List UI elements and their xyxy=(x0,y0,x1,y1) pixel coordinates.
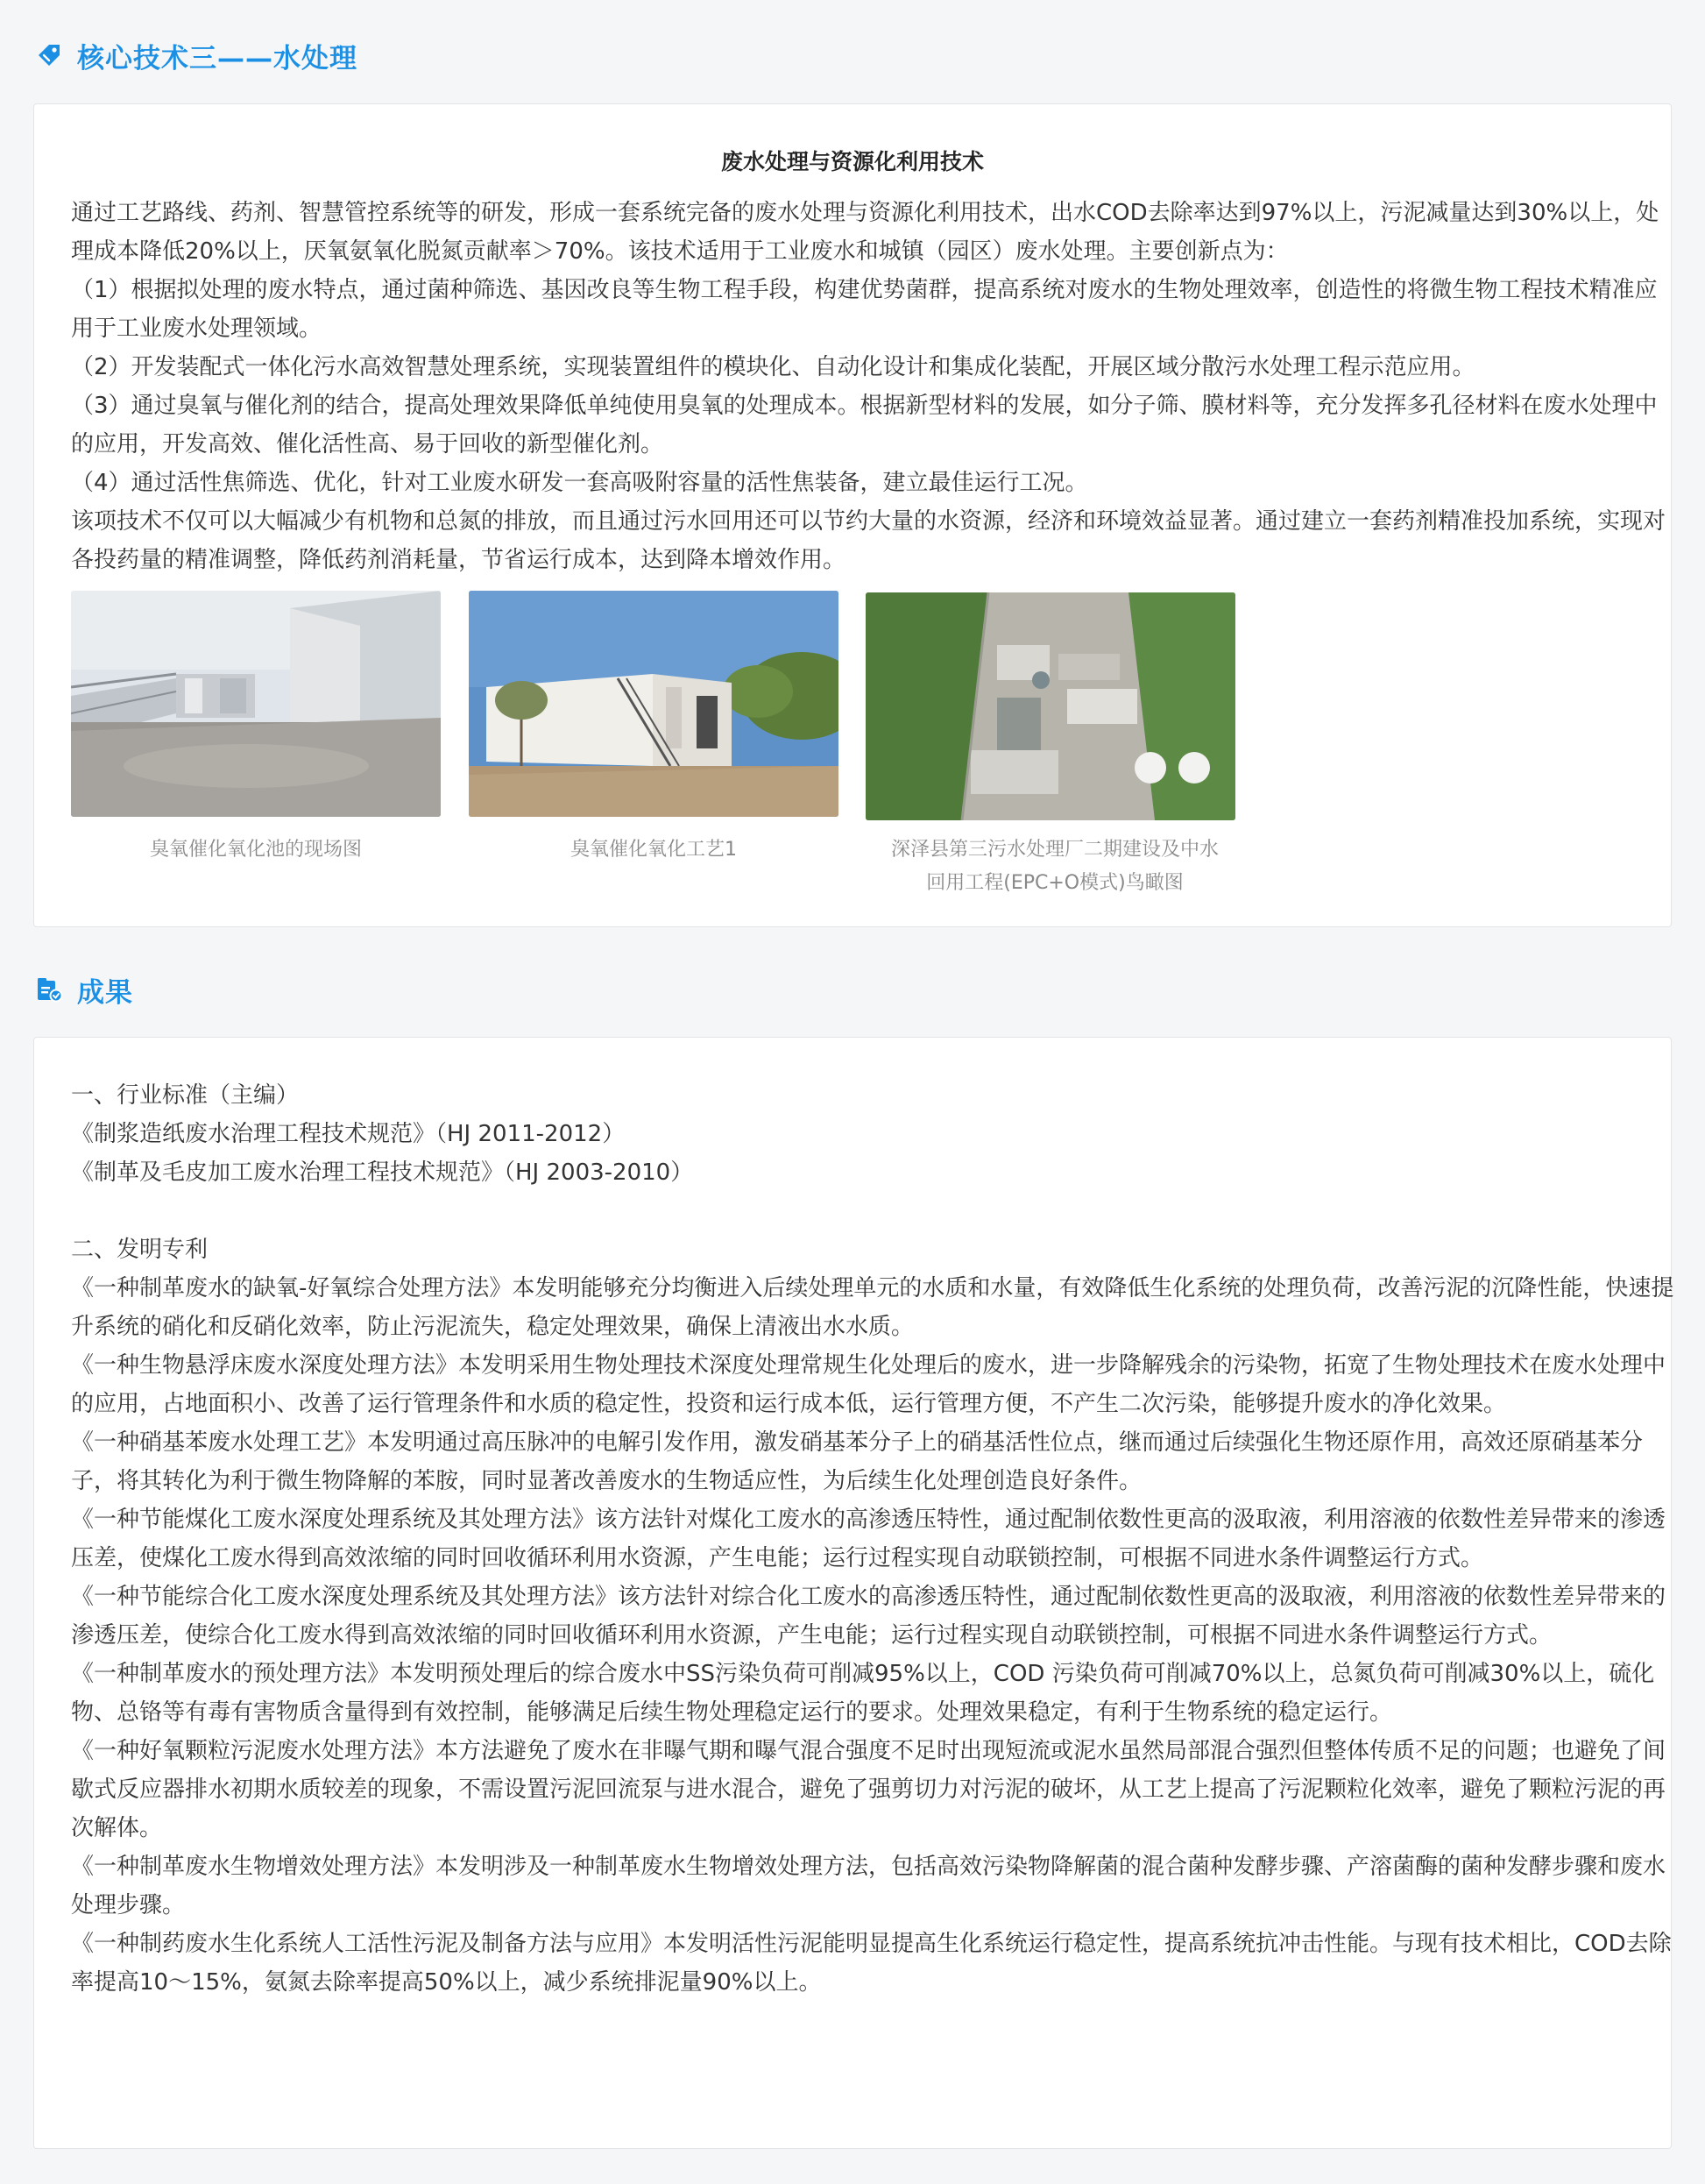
section-title-results xyxy=(33,968,133,1011)
standard-item: 《制浆造纸废水治理工程技术规范》（HJ 2011-2012） xyxy=(71,1121,626,1147)
photo-caption-line: 回用工程(EPC+O模式)鸟瞰图 xyxy=(926,872,1184,894)
results-content xyxy=(71,1076,1674,2002)
patent-item: 《一种节能综合化工废水深度处理系统及其处理方法》该方法针对综合化工废水的高渗透压特性，通过配制依数性更高的汲取液，利用溶液的依数性差异带来的渗透压差，使综合化工废水得到高效浓缩的同时回收循环利用水资源，产生电能；运行过程实现自动联锁控制，可根据不同进水条件调整运行方式。 xyxy=(71,1584,1666,1649)
results-card xyxy=(33,1037,1672,2149)
photo-plant-aerial-view[interactable] xyxy=(866,592,1235,820)
patent-item: 《一种制革废水生物增效处理方法》本发明涉及一种制革废水生物增效处理方法，包括高效污染物降解菌的混合菌种发酵步骤、产溶菌酶的菌种发酵步骤和废水处理步骤。 xyxy=(71,1854,1666,1918)
standard-item: 《制革及毛皮加工废水治理工程技术规范》（HJ 2003-2010） xyxy=(71,1159,694,1186)
document-badge-icon xyxy=(33,974,65,1005)
patent-item: 《一种硝基苯废水处理工艺》本发明通过高压脉冲的电解引发作用，激发硝基苯分子上的硝基活性位点，继而通过后续强化生物还原作用，高效还原硝基苯分子，将其转化为利于微生物降解的苯胺，同时显著改善废水的生物适应性，为后续生化处理创造良好条件。 xyxy=(71,1429,1644,1494)
patent-item: 《一种制药废水生化系统人工活性污泥及制备方法与应用》本发明活性污泥能明显提高生化系统运行稳定性，提高系统抗冲击性能。与现有技术相比，COD去除率提高10～15%，氨氮去除率提高50%以上，减少系统排泥量90%以上。 xyxy=(71,1931,1672,1996)
tech-paragraph: 通过工艺路线、药剂、智慧管控系统等的研发，形成一套系统完备的废水处理与资源化利用技术，出水COD去除率达到97%以上，污泥减量达到30%以上，处理成本降低20%以上，厌氧氨氧化脱氮贡献率＞70%。该技术适用于工业废水和城镇（园区）废水处理。主要创新点为： xyxy=(71,200,1659,265)
patents-heading: 二、发明专利 xyxy=(71,1237,209,1263)
tech-paragraph: 该项技术不仅可以大幅减少有机物和总氮的排放，而且通过污水回用还可以节约大量的水资源，经济和环境效益显著。通过建立一套药剂精准投加系统，实现对各投药量的精准调整，降低药剂消耗量，节省运行成本，达到降本增效作用。 xyxy=(71,508,1666,573)
tech-paragraph: （4）通过活性焦筛选、优化，针对工业废水研发一套高吸附容量的活性焦装备，建立最佳运行工况。 xyxy=(71,470,1088,496)
tech-description xyxy=(71,194,1674,579)
photo-caption: 臭氧催化氧化池的现场图 xyxy=(149,839,362,861)
patent-item: 《一种节能煤化工废水深度处理系统及其处理方法》该方法针对煤化工废水的高渗透压特性，通过配制依数性更高的汲取液，利用溶液的依数性差异带来的渗透压差，使煤化工废水得到高效浓缩的同时回收循环利用水资源，产生电能；运行过程实现自动联锁控制，可根据不同进水条件调整运行方式。 xyxy=(71,1507,1666,1571)
tech-paragraph: （2）开发装配式一体化污水高效智慧处理系统，实现装置组件的模块化、自动化设计和集成化装配，开展区域分散污水处理工程示范应用。 xyxy=(71,354,1475,380)
patent-item: 《一种生物悬浮床废水深度处理方法》本发明采用生物处理技术深度处理常规生化处理后的废水，进一步降解残余的污染物，拓宽了生物处理技术在废水处理中的应用，占地面积小、改善了运行管理条件和水质的稳定性，投资和运行成本低，运行管理方便，不产生二次污染，能够提升废水的净化效果。 xyxy=(71,1352,1666,1417)
tech-paragraph: （1）根据拟处理的废水特点，通过菌种筛选、基因改良等生物工程手段，构建优势菌群，提高系统对废水的生物处理效率，创造性的将微生物工程技术精准应用于工业废水处理领域。 xyxy=(71,277,1658,342)
tech-heading: 废水处理与资源化利用技术 xyxy=(720,149,984,174)
patent-item: 《一种好氧颗粒污泥废水处理方法》本方法避免了废水在非曝气期和曝气混合强度不足时出现短流或泥水虽然局部混合强烈但整体传质不足的问题；也避免了间歇式反应器排水初期水质较差的现象，不需设置污泥回流泵与进水混合，避免了强剪切力对污泥的破坏，从工艺上提高了污泥颗粒化效率，避免了颗粒污泥的再次解体。 xyxy=(71,1738,1666,1841)
photo-caption-line: 深泽县第三污水处理厂二期建设及中水 xyxy=(890,839,1219,861)
photo-caption: 臭氧催化氧化工艺1 xyxy=(570,839,737,861)
section-title-text: 成果 xyxy=(77,976,133,1009)
photo-ozone-tank-site[interactable] xyxy=(71,591,441,817)
tech-paragraph: （3）通过臭氧与催化剂的结合，提高处理效果降低单纯使用臭氧的处理成本。根据新型材料的发展，如分子筛、膜材料等，充分发挥多孔径材料在废水处理中的应用，开发高效、催化活性高、易于回收的新型催化剂。 xyxy=(71,393,1658,457)
patent-item: 《一种制革废水的预处理方法》本发明预处理后的综合废水中SS污染负荷可削减95%以上，COD 污染负荷可削减70%以上，总氮负荷可削减30%以上，硫化物、总铬等有毒有害物质含量得到有效控制，能够满足后续生物处理稳定运行的要求。处理效果稳定，有利于生物系统的稳定运行。 xyxy=(71,1661,1655,1726)
tag-icon xyxy=(33,39,65,71)
section-title-core-tech xyxy=(33,33,357,77)
standards-heading: 一、行业标准（主编） xyxy=(71,1082,300,1109)
photo-caption xyxy=(866,833,1244,900)
patent-item: 《一种制革废水的缺氧-好氧综合处理方法》本发明能够充分均衡进入后续处理单元的水质和水量，有效降低生化系统的处理负荷，改善污泥的沉降性能，快速提升系统的硝化和反硝化效率，防止污泥流失，稳定处理效果，确保上清液出水水质。 xyxy=(71,1275,1674,1340)
section-title-text: 核心技术三——水处理 xyxy=(77,42,357,74)
tech-card xyxy=(33,103,1672,927)
photo-ozone-process[interactable] xyxy=(469,591,838,817)
